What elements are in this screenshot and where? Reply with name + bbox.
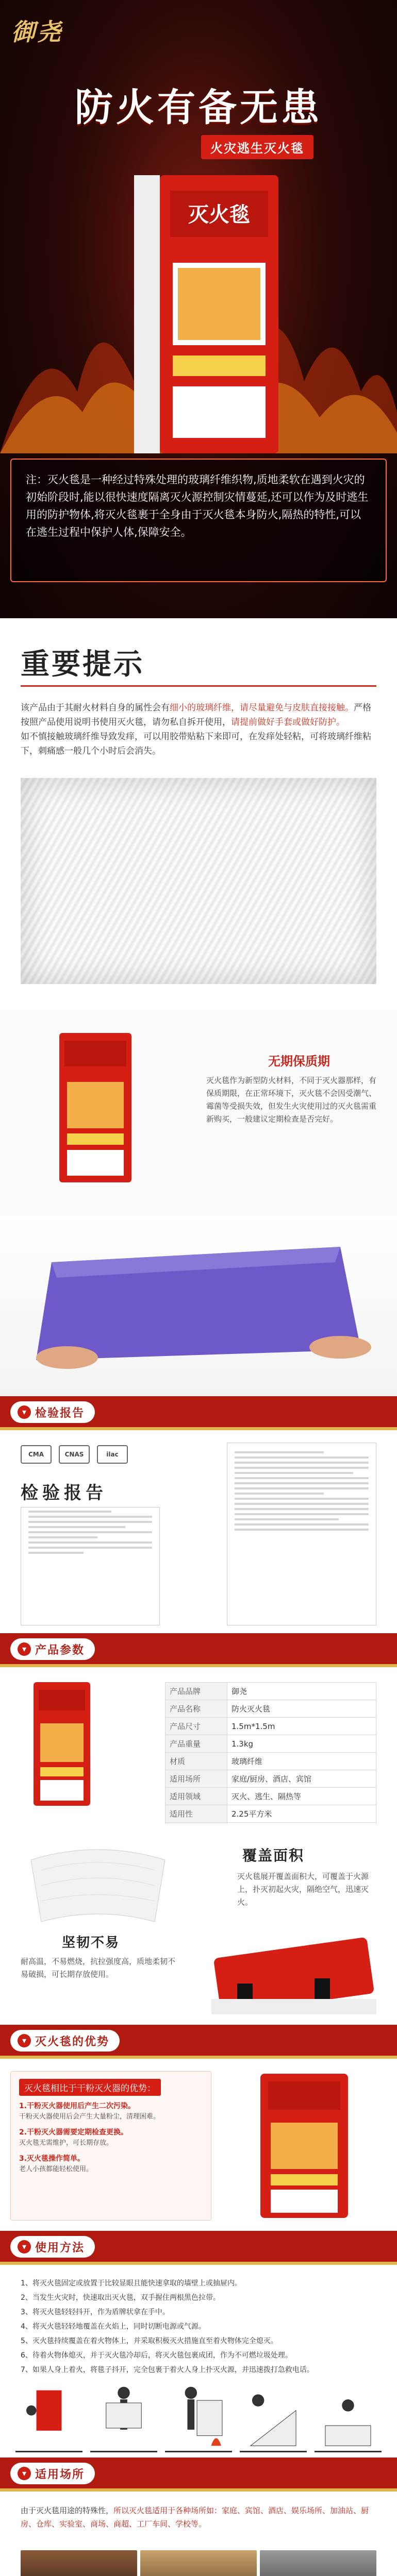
product-label: 灭火毯 [188, 204, 250, 226]
param-key: 产品尺寸 [166, 1718, 227, 1735]
section-badge-label: 使用方法 [35, 2241, 85, 2255]
section-badge-label: 产品参数 [35, 1643, 85, 1657]
chevron-down-icon: ▾ [18, 2034, 31, 2047]
step-illustration-1 [15, 2380, 82, 2452]
section-badge [10, 2030, 120, 2052]
durability-text: 耐高温，不易燃烧，抗拉强度高，质地柔韧不易破损，可长期存放使用。 [21, 1957, 176, 1979]
step-illustration-3 [165, 2380, 232, 2452]
param-key: 适用性 [166, 1805, 227, 1823]
report-heading: 检验报告 [21, 1483, 107, 1503]
venue-image [21, 2550, 137, 2576]
chevron-down-icon: ▾ [18, 1642, 31, 1656]
tips-divider [21, 685, 376, 687]
param-key: 材质 [166, 1753, 227, 1770]
tips-text [21, 701, 376, 758]
list-item: 3、将灭火毯轻轻抖开，作为盾牌状拿在手中。 [21, 2308, 170, 2316]
chevron-down-icon: ▾ [18, 1405, 31, 1419]
section-badge [10, 2236, 95, 2258]
certification-logos [21, 1445, 128, 1464]
table-row [166, 1683, 376, 1700]
notice-box: 注：灭火毯是一种经过特殊处理的玻璃纤维织物,质地柔软在遇到火灾的初始阶段时,能以很快速度隔离灭火源控制灾情蔓延,还可以作为及时逃生用的防护物体,将灭火毯裹于全身由于灭火毯本身防火,隔热的特性,可以在逃生过程中保护人体,保障安全。 [10, 459, 387, 582]
list-item [19, 2127, 203, 2148]
usage-illustrations [15, 2380, 382, 2452]
tips-text-3: 严格按照产品使用说明书使用灭火毯，请勿私自拆开使用， [21, 703, 371, 727]
chevron-down-icon: ▾ [18, 2467, 31, 2480]
step-illustration-5 [315, 2380, 382, 2452]
list-item [19, 2101, 203, 2122]
hero-subtitle: 火灾逃生灭火毯 [201, 135, 313, 159]
list-item: 6、待着火物体熄灭，并于灭火毯冷却后，将灭火毯包裹成团，作为不可燃垃圾处理。 [21, 2351, 292, 2360]
advantages-section [0, 2025, 397, 2231]
section-banner-stripe [0, 1664, 397, 1667]
important-tips-section [0, 618, 397, 1010]
ilac-logo-icon: ilac [97, 1445, 128, 1464]
venue-image [140, 2550, 257, 2576]
hero-section [0, 0, 397, 618]
cnas-logo-icon: CNAS [59, 1445, 90, 1464]
cma-logo-icon: CMA [21, 1445, 52, 1464]
advantage-desc: 灭火毯无需维护，可长期存放。 [19, 2139, 113, 2147]
param-value: 防火灭火毯 [227, 1700, 376, 1718]
advantage-title: 3.灭火毯操作简单。 [19, 2155, 85, 2163]
section-banner-stripe [0, 2488, 397, 2492]
shelf-life-section [0, 1010, 397, 1216]
param-value: 家庭/厨房、酒店、宾馆 [227, 1770, 376, 1788]
section-banner-stripe [0, 1427, 397, 1430]
param-value: 灭火、逃生、隔热等 [227, 1788, 376, 1805]
tips-text-1: 该产品由于其耐火材料自身的属性会有 [21, 703, 170, 713]
step-illustration-2 [90, 2380, 157, 2452]
fiberglass-fabric-image [21, 778, 376, 984]
shelf-life-text: 灭火毯作为新型防火材料，不同于灭火器那样，有保质期限，在正常环境下，灭火毯不会因受潮气、霉菌等受损失效，但发生火灾使用过的灭火毯需重新购买，一般建议定期检查是否完好。 [206, 1076, 377, 1124]
coverage-text: 灭火毯展开覆盖面积大，可覆盖于火源上，扑灭初起火灾，隔绝空气，迅速灭火。 [237, 1872, 369, 1907]
advantage-desc: 干粉灭火器使用后会产生大量粉尘，清理困难。 [19, 2113, 160, 2121]
shelf-life-title: 无期保质期 [268, 1054, 330, 1069]
usage-section [0, 2231, 397, 2458]
advantage-desc: 老人小孩都能轻松使用。 [19, 2165, 93, 2173]
venue-image [260, 2550, 376, 2576]
params-table [165, 1682, 376, 1840]
param-key: 产品品牌 [166, 1683, 227, 1700]
list-item: 2、当发生火灾时，快速取出灭火毯，双手握住两根黑色拉带。 [21, 2294, 220, 2302]
section-badge [10, 1638, 95, 1660]
hero-title: 防火有备无患 [75, 86, 322, 130]
advantages-card [10, 2071, 211, 2221]
step-illustration-4 [240, 2380, 307, 2452]
inspection-report-section [0, 1396, 397, 1633]
blanket-roll-image [21, 1839, 175, 1932]
param-value: 玻璃纤维 [227, 1753, 376, 1770]
venues-text-a: 由于灭火毯用途的特殊性， [21, 2506, 114, 2515]
list-item: 4、将灭火毯轻轻地覆盖在火焰上，同时切断电源或气源。 [21, 2323, 206, 2331]
usage-steps [21, 2277, 376, 2378]
table-row [166, 1735, 376, 1753]
venues-text-b: 所以灭火毯适用于各种场所如：家庭、宾馆、酒店、娱乐场所、加油站、厨房、仓库、实验室、商场、商超、工厂车间、学校等。 [21, 2506, 369, 2529]
durability-title: 坚韧不易 [62, 1935, 120, 1951]
fire-blanket-package-image [57, 1030, 134, 1185]
section-badge-label: 适用场所 [35, 2468, 85, 2481]
venues-grid [21, 2550, 376, 2576]
param-key: 适用领域 [166, 1788, 227, 1805]
advantage-title: 2.干粉灭火器需要定期检查更换。 [19, 2128, 128, 2137]
section-badge [10, 1401, 95, 1423]
table-row [166, 1700, 376, 1718]
section-badge [10, 2463, 95, 2484]
tips-text-2: 细小的玻璃纤维，请尽量避免与皮肤直接接触。 [170, 703, 354, 713]
list-item [19, 2154, 203, 2175]
section-banner-stripe [0, 2262, 397, 2265]
param-value: 1.3kg [227, 1735, 376, 1753]
param-value: 1.5m*1.5m [227, 1718, 376, 1735]
section-banner-stripe [0, 2056, 397, 2059]
table-row [166, 1753, 376, 1770]
tips-title: 重要提示 [21, 648, 144, 681]
advantage-title: 1.干粉灭火器使用后产生二次污染。 [19, 2102, 136, 2110]
report-page-image [227, 1443, 376, 1625]
advantages-heading: 灭火毯相比于干粉灭火器的优势： [19, 2079, 161, 2096]
coverage-title: 覆盖面积 [242, 1847, 305, 1864]
param-value: 御尧 [227, 1683, 376, 1700]
blanket-pull-straps-image [206, 1937, 382, 2020]
purple-blanket-image [21, 1231, 376, 1376]
section-badge-label: 检验报告 [35, 1406, 85, 1420]
product-params-section [0, 1633, 397, 1824]
report-cover-image [21, 1507, 160, 1625]
param-key: 产品重量 [166, 1735, 227, 1753]
table-row [166, 1770, 376, 1788]
param-value: 2.25平方米 [227, 1805, 376, 1823]
table-row [166, 1805, 376, 1823]
table-row [166, 1788, 376, 1805]
fire-blanket-package-image [31, 1680, 93, 1808]
features-section [0, 1824, 397, 2025]
table-row [166, 1718, 376, 1735]
list-item: 1、将灭火毯固定或放置于比较显眼且能快速拿取的墙壁上或抽屉内。 [21, 2279, 242, 2287]
brand-logo: 御尧 [11, 18, 63, 46]
tips-text-5: 如不慎接触玻璃纤维导致发痒，可以用胶带贴粘下来即可，在发痒处轻粘，可将玻璃纤维粘下，刺痛感一般几个小时后会消失。 [21, 732, 371, 756]
list-item: 5、灭火毯持续覆盖在着火物体上，并采取积极灭火措施直至着火物体完全熄灭。 [21, 2337, 278, 2345]
param-key: 适用场所 [166, 1770, 227, 1788]
chevron-down-icon: ▾ [18, 2240, 31, 2253]
venues-section [0, 2458, 397, 2576]
venues-text [21, 2504, 376, 2531]
list-item: 7、如果人身上着火，将毯子抖开，完全包裹于着火人身上扑灭火源，并迅速拨打急救电话。 [21, 2366, 314, 2374]
fire-blanket-package-image [129, 170, 284, 459]
tips-text-4: 请提前做好手套或做好防护。 [231, 717, 345, 727]
blanket-showcase-section [0, 1216, 397, 1396]
section-badge-label: 灭火毯的优势 [35, 2035, 110, 2048]
fire-blanket-package-image [258, 2071, 351, 2221]
param-key: 产品名称 [166, 1700, 227, 1718]
